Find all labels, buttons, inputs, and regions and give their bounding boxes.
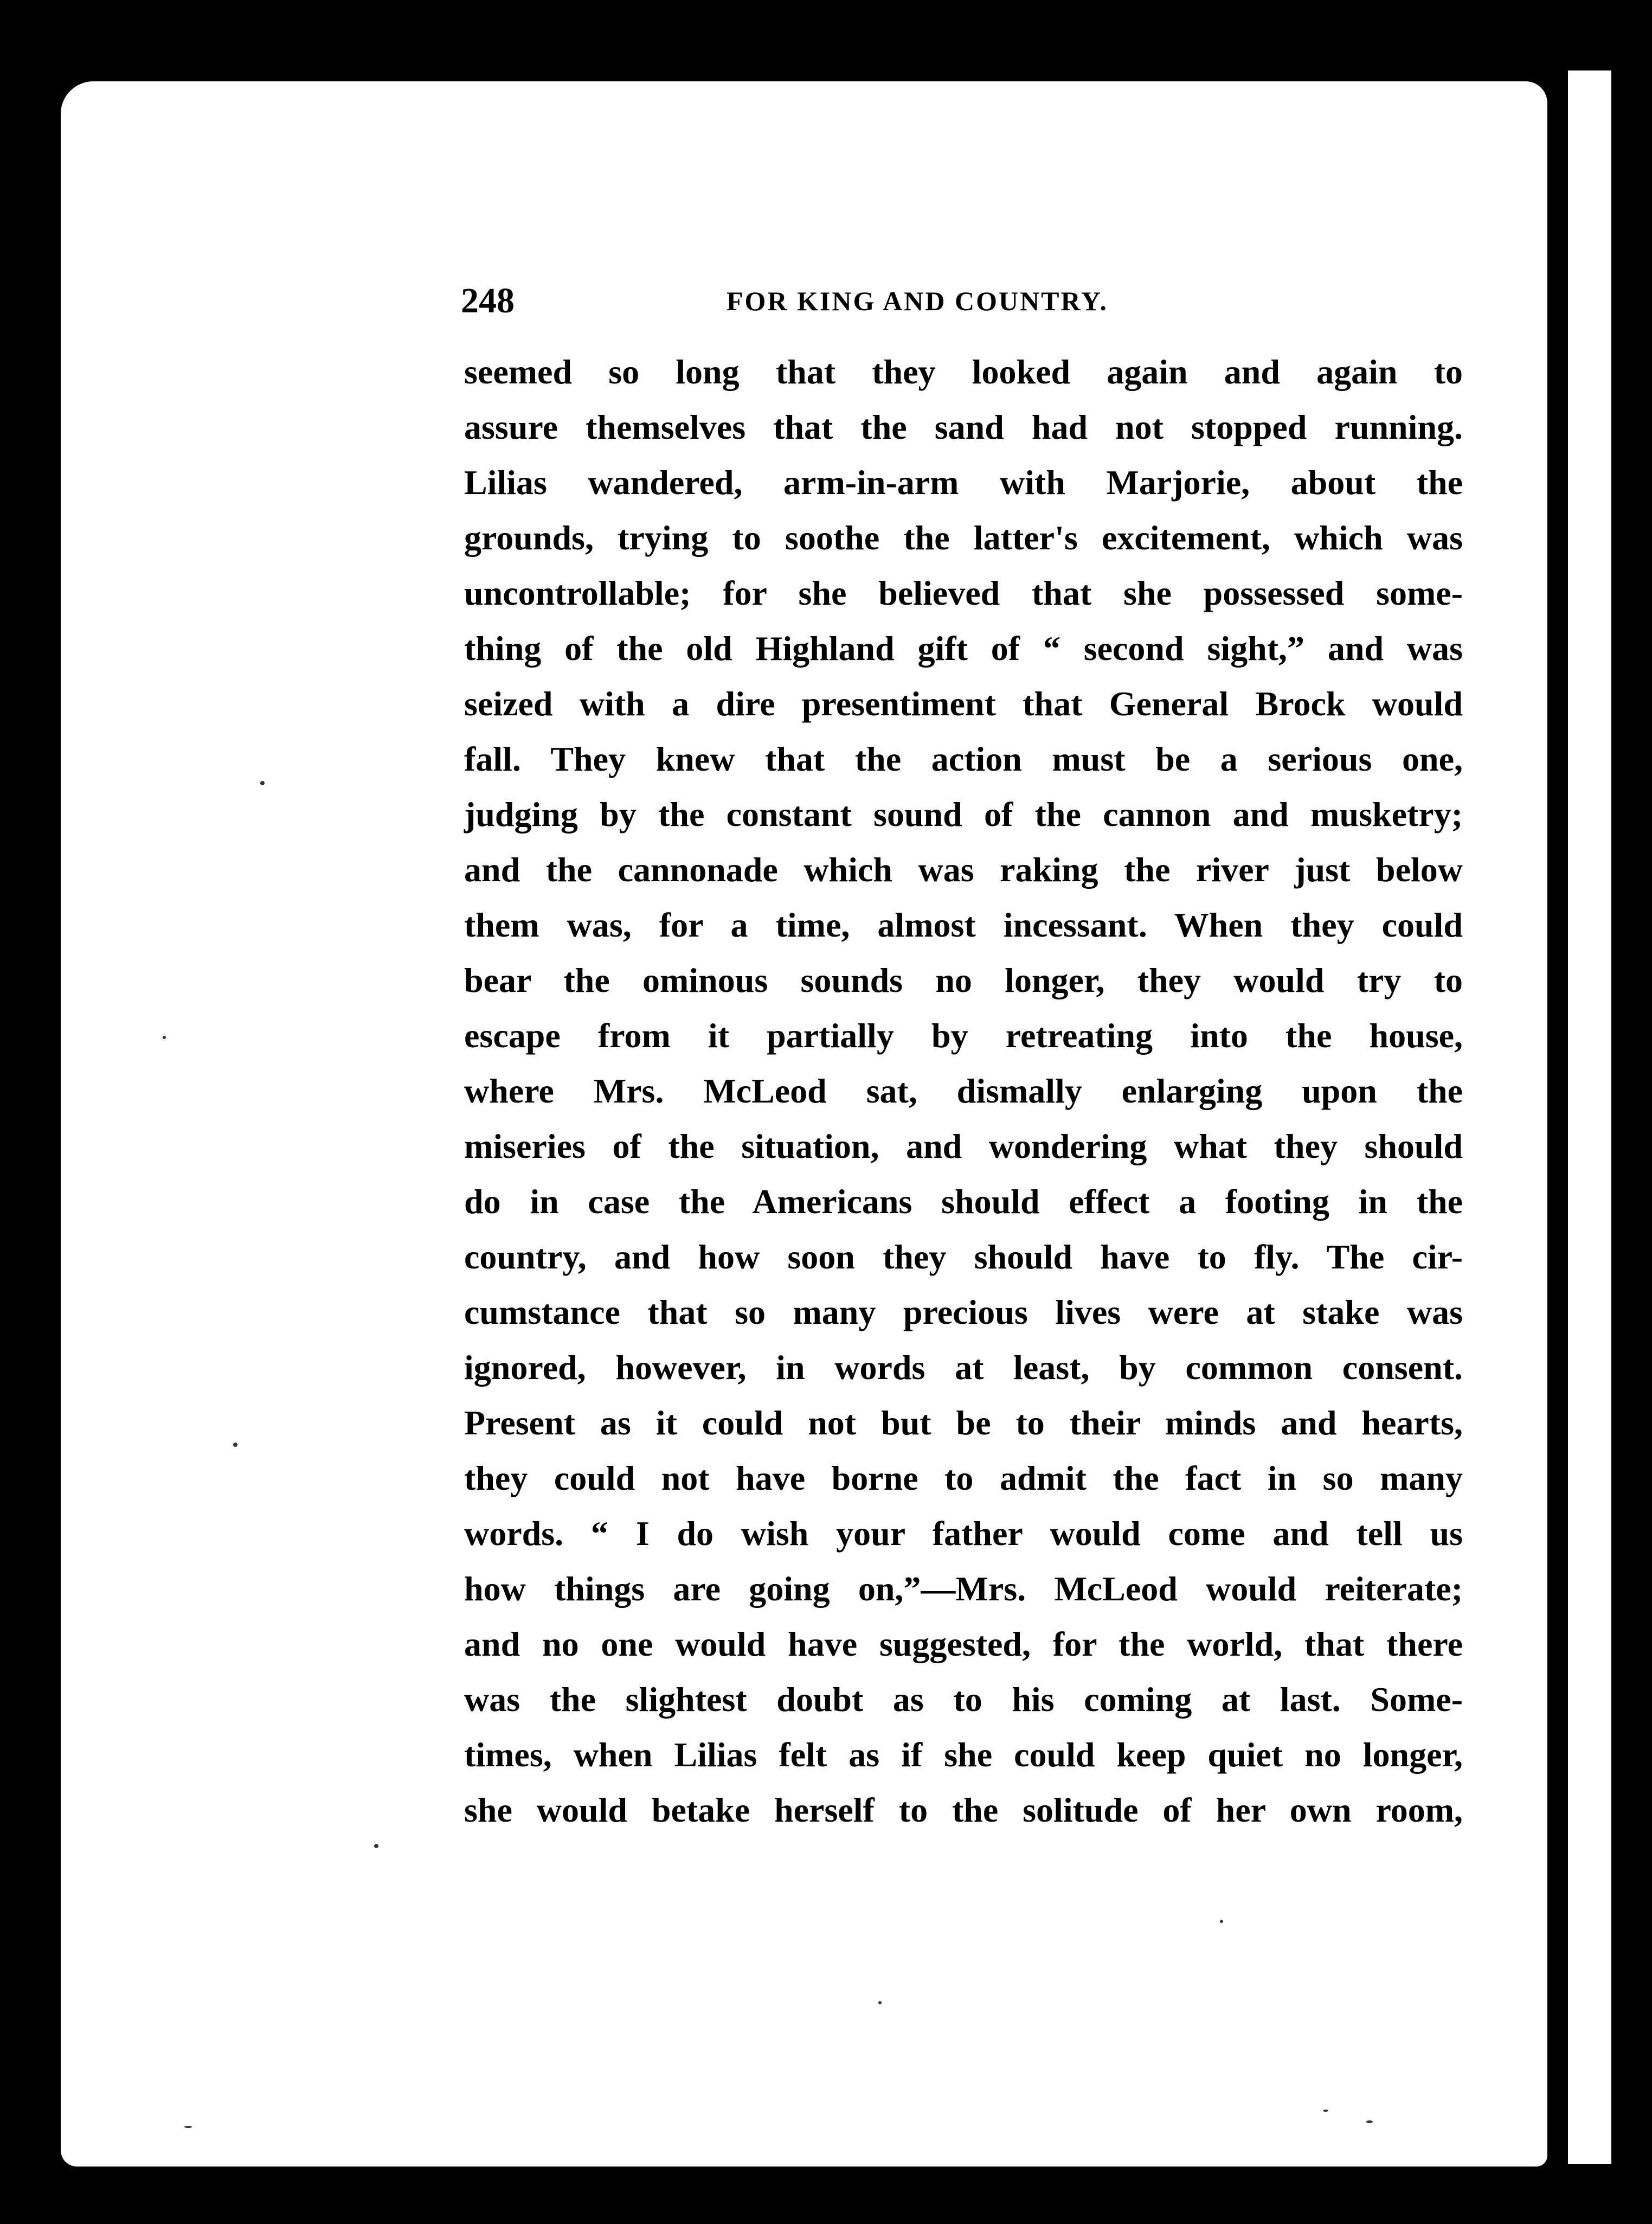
scan-speck [184,2126,192,2128]
text-line: and no one would have suggested, for the world, that there [464,1625,1463,1663]
text-line: miseries of the situation, and wondering what they should [464,1127,1463,1165]
text-line: judging by the constant sound of the cannon and musketry; [464,795,1463,834]
text-line: fall. They knew that the action must be a serious one, [464,740,1463,778]
scan-speck [1220,1920,1223,1923]
text-line: grounds, trying to soothe the latter's excitement, which was [464,518,1463,557]
text-line: times, when Lilias felt as if she could keep quiet no longer, [464,1735,1463,1774]
adjacent-page-edge [1568,70,1611,2164]
text-line: cumstance that so many precious lives were at stake was [464,1293,1463,1331]
text-line: seemed so long that they looked again and again to [464,352,1463,391]
text-line: them was, for a time, almost incessant. When they could [464,906,1463,944]
text-line: how things are going on,”—Mrs. McLeod would reiterate; [464,1569,1463,1608]
text-line: words. “ I do wish your father would come and tell us [464,1514,1463,1553]
text-line: they could not have borne to admit the fact in so many [464,1459,1463,1497]
scan-speck [233,1443,237,1447]
text-line: escape from it partially by retreating into the house, [464,1016,1463,1055]
text-line: was the slightest doubt as to his coming at last. Some- [464,1680,1463,1719]
scan-speck [1366,2120,1373,2123]
text-line: do in case the Americans should effect a footing in the [464,1182,1463,1221]
text-line: thing of the old Highland gift of “ second sight,” and was [464,629,1463,668]
page-number: 248 [461,281,515,321]
scan-speck [163,1036,166,1039]
page-header [401,277,1458,325]
text-line: assure themselves that the sand had not stopped running. [464,408,1463,446]
text-line: country, and how soon they should have to fly. The cir- [464,1238,1463,1276]
scan-speck [878,2001,882,2004]
scan-speck [1323,2110,1328,2112]
running-head: FOR KING AND COUNTRY. [727,286,1108,316]
body-text [464,344,1463,1838]
text-line: bear the ominous sounds no longer, they would try to [464,961,1463,999]
text-line: and the cannonade which was raking the river just below [464,850,1463,889]
text-line: Lilias wandered, arm-in-arm with Marjorie, about the [464,463,1463,502]
text-line: seized with a dire presentiment that General Brock would [464,684,1463,723]
text-line: ignored, however, in words at least, by common consent. [464,1348,1463,1387]
scan-speck [260,781,265,785]
scan-speck [374,1844,378,1848]
text-line: where Mrs. McLeod sat, dismally enlarging upon the [464,1072,1463,1110]
text-line: Present as it could not but be to their minds and hearts, [464,1403,1463,1442]
text-line: uncontrollable; for she believed that she possessed some- [464,574,1463,612]
text-line: she would betake herself to the solitude of her own room, [464,1791,1463,1829]
